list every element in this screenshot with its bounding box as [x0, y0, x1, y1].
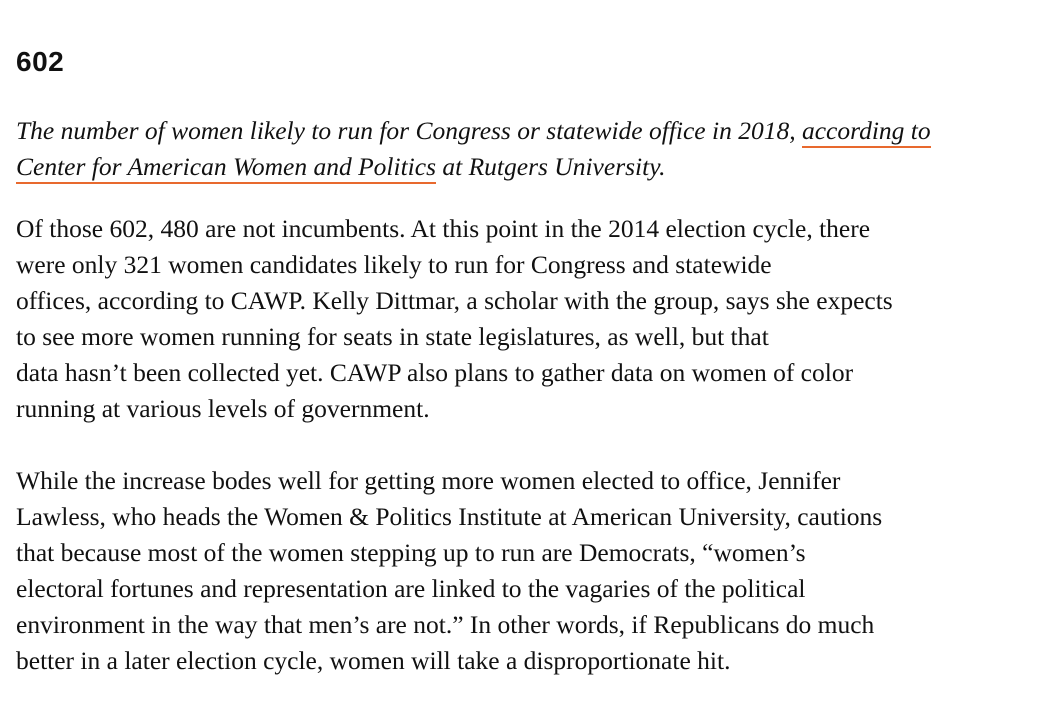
cawp-link-part-1[interactable]: according to	[802, 116, 931, 148]
paragraph-line: electoral fortunes and representation are linked to the vagaries of the political	[16, 574, 806, 603]
caption-line-2	[16, 149, 1016, 185]
paragraph-line: were only 321 women candidates likely to run for Congress and statewide	[16, 250, 772, 279]
cawp-link-part-2[interactable]: Center for American Women and Politics	[16, 152, 436, 184]
paragraph-line: Of those 602, 480 are not incumbents. At this point in the 2014 election cycle, there	[16, 214, 871, 243]
caption-line-1	[16, 113, 1016, 149]
body-paragraph-2	[16, 463, 1021, 679]
paragraph-line: offices, according to CAWP. Kelly Dittmar, a scholar with the group, says she expects	[16, 286, 893, 315]
paragraph-line: Lawless, who heads the Women & Politics Institute at American University, cautions	[16, 502, 883, 531]
stat-caption	[16, 113, 1016, 185]
caption-text-before: The number of women likely to run for Congress or statewide office in 2018,	[16, 116, 802, 145]
paragraph-line: While the increase bodes well for getting more women elected to office, Jennifer	[16, 466, 841, 495]
paragraph-line: better in a later election cycle, women will take a disproportionate hit.	[16, 646, 731, 675]
paragraph-line: environment in the way that men’s are not.” In other words, if Republicans do much	[16, 610, 875, 639]
paragraph-line: that because most of the women stepping up to run are Democrats, “women’s	[16, 538, 806, 567]
paragraph-line: to see more women running for seats in state legislatures, as well, but that	[16, 322, 769, 351]
caption-text-after: at Rutgers University.	[436, 152, 666, 181]
body-paragraph-1	[16, 211, 1021, 427]
paragraph-line: data hasn’t been collected yet. CAWP also plans to gather data on women of color	[16, 358, 854, 387]
stat-number: 602	[16, 46, 65, 77]
paragraph-line: running at various levels of government.	[16, 394, 430, 423]
